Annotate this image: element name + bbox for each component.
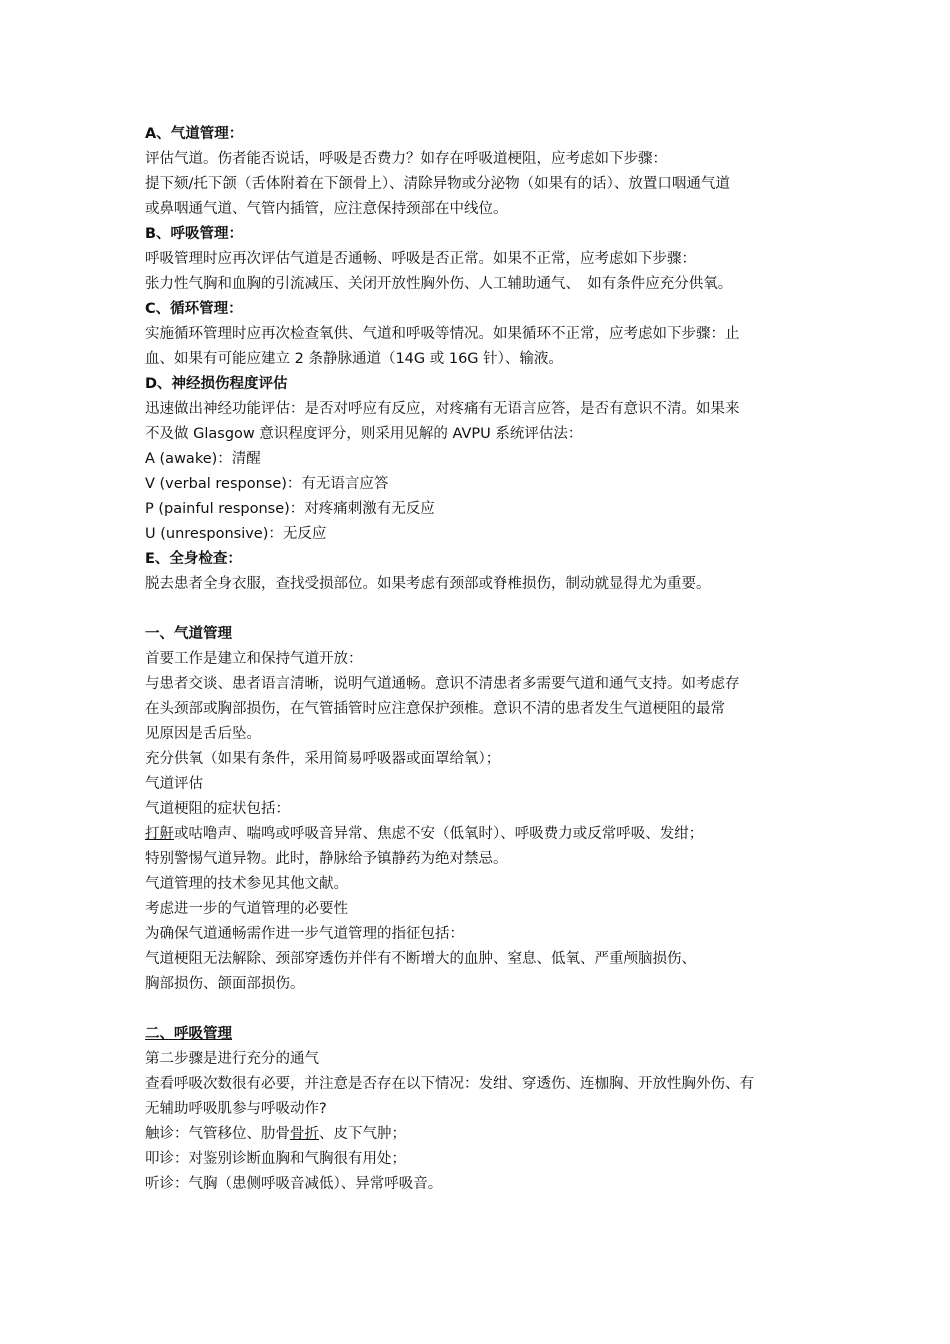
heading-d-neuro: D、神经损伤程度评估 <box>145 376 288 392</box>
paragraph: 首要工作是建立和保持气道开放： <box>145 651 363 667</box>
paragraph: 胸部损伤、颌面部损伤。 <box>145 976 305 992</box>
paragraph: 迅速做出神经功能评估：是否对呼应有反应，对疼痛有无语言应答，是否有意识不清。如果来 <box>145 401 740 417</box>
paragraph: 脱去患者全身衣服，查找受损部位。如果考虑有颈部或脊椎损伤，制动就显得尤为重要。 <box>145 576 711 592</box>
paragraph: 特别警惕气道异物。此时，静脉给予镇静药为绝对禁忌。 <box>145 851 508 867</box>
document-page <box>145 122 825 1197</box>
paragraph: 实施循环管理时应再次检查氧供、气道和呼吸等情况。如果循环不正常，应考虑如下步骤：止 <box>145 326 740 342</box>
paragraph: 第二步骤是进行充分的通气 <box>145 1051 319 1067</box>
paragraph: 气道管理的技术参见其他文献。 <box>145 876 348 892</box>
paragraph: 评估气道。伤者能否说话，呼吸是否费力？如存在呼吸道梗阻，应考虑如下步骤： <box>145 151 667 167</box>
spacer <box>145 597 825 622</box>
paragraph-text: 、皮下气肿； <box>319 1126 406 1142</box>
paragraph <box>145 1122 825 1147</box>
paragraph: 血、如果有可能应建立 2 条静脉通道（14G 或 16G 针）、输液。 <box>145 351 563 367</box>
paragraph-text: 或咕噜声、喘鸣或呼吸音异常、焦虑不安（低氧时）、呼吸费力或反常呼吸、发绀； <box>174 826 704 842</box>
underlined-term: 骨折 <box>290 1126 319 1142</box>
paragraph: 无辅助呼吸肌参与呼吸动作? <box>145 1101 327 1117</box>
heading-section-1: 一、气道管理 <box>145 626 232 642</box>
paragraph: 在头颈部或胸部损伤，在气管插管时应注意保护颈椎。意识不清的患者发生气道梗阻的最常 <box>145 701 725 717</box>
paragraph: 听诊：气胸（患侧呼吸音减低）、异常呼吸音。 <box>145 1176 443 1192</box>
paragraph-text: 触诊：气管移位、肋骨 <box>145 1126 290 1142</box>
paragraph <box>145 822 825 847</box>
paragraph: 气道评估 <box>145 776 203 792</box>
paragraph: 或鼻咽通气道、气管内插管，应注意保持颈部在中线位。 <box>145 201 508 217</box>
paragraph: 呼吸管理时应再次评估气道是否通畅、呼吸是否正常。如果不正常，应考虑如下步骤： <box>145 251 696 267</box>
avpu-item: A (awake)：清醒 <box>145 451 261 467</box>
heading-section-2: 二、呼吸管理 <box>145 1026 232 1042</box>
paragraph: 为确保气道通畅需作进一步气道管理的指征包括： <box>145 926 464 942</box>
avpu-item: V (verbal response)：有无语言应答 <box>145 476 389 492</box>
heading-e-exposure: E、全身检查： <box>145 551 242 567</box>
avpu-item: U (unresponsive)：无反应 <box>145 526 327 542</box>
paragraph: 与患者交谈、患者语言清晰，说明气道通畅。意识不清患者多需要气道和通气支持。如考虑存 <box>145 676 740 692</box>
paragraph: 提下颏/托下颌（舌体附着在下颌骨上）、清除异物或分泌物（如果有的话）、放置口咽通气道 <box>145 176 730 192</box>
heading-c-circulation: C、循环管理： <box>145 301 243 317</box>
paragraph: 见原因是舌后坠。 <box>145 726 261 742</box>
heading-a-airway: A、气道管理： <box>145 126 244 142</box>
paragraph: 查看呼吸次数很有必要，并注意是否存在以下情况：发绀、穿透伤、连枷胸、开放性胸外伤、有 <box>145 1076 754 1092</box>
avpu-item: P (painful response)：对疼痛刺激有无反应 <box>145 501 435 517</box>
paragraph: 张力性气胸和血胸的引流减压、关闭开放性胸外伤、人工辅助通气、 如有条件应充分供氧。 <box>145 276 733 292</box>
paragraph: 叩诊：对鉴别诊断血胸和气胸很有用处； <box>145 1151 406 1167</box>
paragraph: 气道梗阻的症状包括： <box>145 801 290 817</box>
paragraph: 不及做 Glasgow 意识程度评分，则采用见解的 AVPU 系统评估法： <box>145 426 583 442</box>
spacer <box>145 997 825 1022</box>
paragraph: 充分供氧（如果有条件，采用简易呼吸器或面罩给氧）； <box>145 751 501 767</box>
paragraph: 气道梗阻无法解除、颈部穿透伤并伴有不断增大的血肿、窒息、低氧、严重颅脑损伤、 <box>145 951 696 967</box>
paragraph: 考虑进一步的气道管理的必要性 <box>145 901 348 917</box>
heading-b-breathing: B、呼吸管理： <box>145 226 244 242</box>
underlined-term: 打鼾 <box>145 826 174 842</box>
